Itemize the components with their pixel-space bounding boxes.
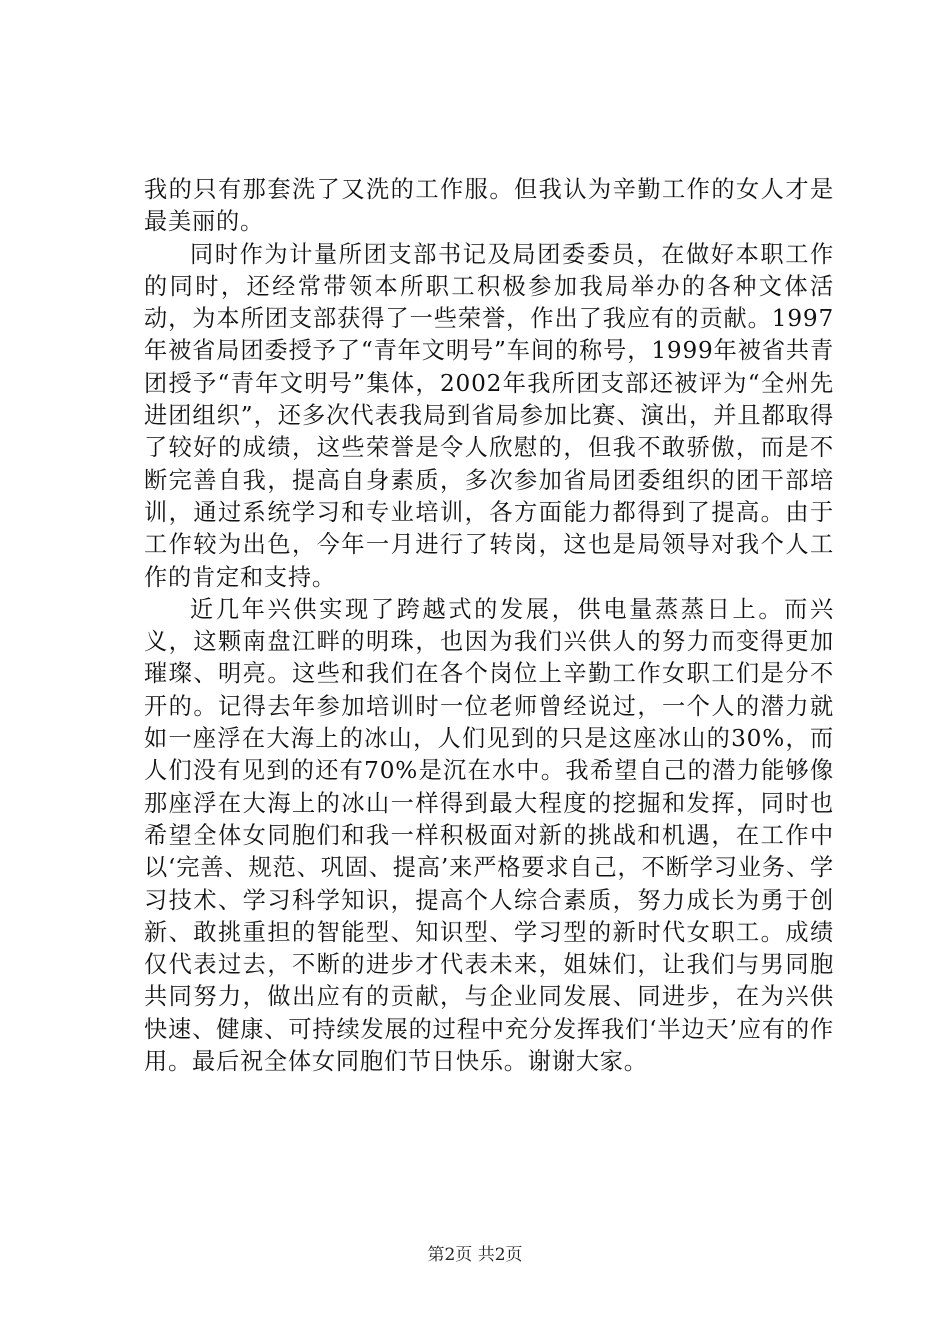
paragraph-2: 同时作为计量所团支部书记及局团委委员，在做好本职工作的同时，还经常带领本所职工积极参加我局举办的各种文体活动，为本所团支部获得了一些荣誉，作出了我应有的贡献。1997年被省局团委授予了“青年文明号”车间的称号，1999年被省共青团授予“青年文明号”集体，2002年我所团支部还被评为“全州先进团组织”，还多次代表我局到省局参加比赛、演出，并且都取得了较好的成绩，这些荣誉是令人欣慰的，但我不敢骄傲，而是不断完善自我，提高自身素质，多次参加省局团委组织的团干部培训，通过系统学习和专业培训，各方面能力都得到了提高。由于工作较为出色，今年一月进行了转岗，这也是局领导对我个人工作的肯定和支持。 <box>144 240 834 591</box>
page-number-footer: 第2页 共2页 <box>427 1245 523 1265</box>
document-body <box>144 174 834 1078</box>
paragraph-1: 我的只有那套洗了又洗的工作服。但我认为辛勤工作的女人才是最美丽的。 <box>144 176 834 236</box>
paragraph-3: 近几年兴供实现了跨越式的发展，供电量蒸蒸日上。而兴义，这颗南盘江畔的明珠，也因为我们兴供人的努力而变得更加璀璨、明亮。这些和我们在各个岗位上辛勤工作女职工们是分不开的。记得去年参加培训时一位老师曾经说过，一个人的潜力就如一座浮在大海上的冰山，人们见到的只是这座冰山的30%，而人们没有见到的还有70%是沉在水中。我希望自己的潜力能够像那座浮在大海上的冰山一样得到最大程度的挖掘和发挥，同时也希望全体女同胞们和我一样积极面对新的挑战和机遇，在工作中以‘完善、规范、巩固、提高’来严格要求自己，不断学习业务、学习技术、学习科学知识，提高个人综合素质，努力成长为勇于创新、敢挑重担的智能型、知识型、学习型的新时代女职工。成绩仅代表过去，不断的进步才代表未来，姐妹们，让我们与男同胞共同努力，做出应有的贡献，与企业同发展、同进步，在为兴供快速、健康、可持续发展的过程中充分发挥我们‘半边天’应有的作用。最后祝全体女同胞们节日快乐。谢谢大家。 <box>144 595 834 1076</box>
